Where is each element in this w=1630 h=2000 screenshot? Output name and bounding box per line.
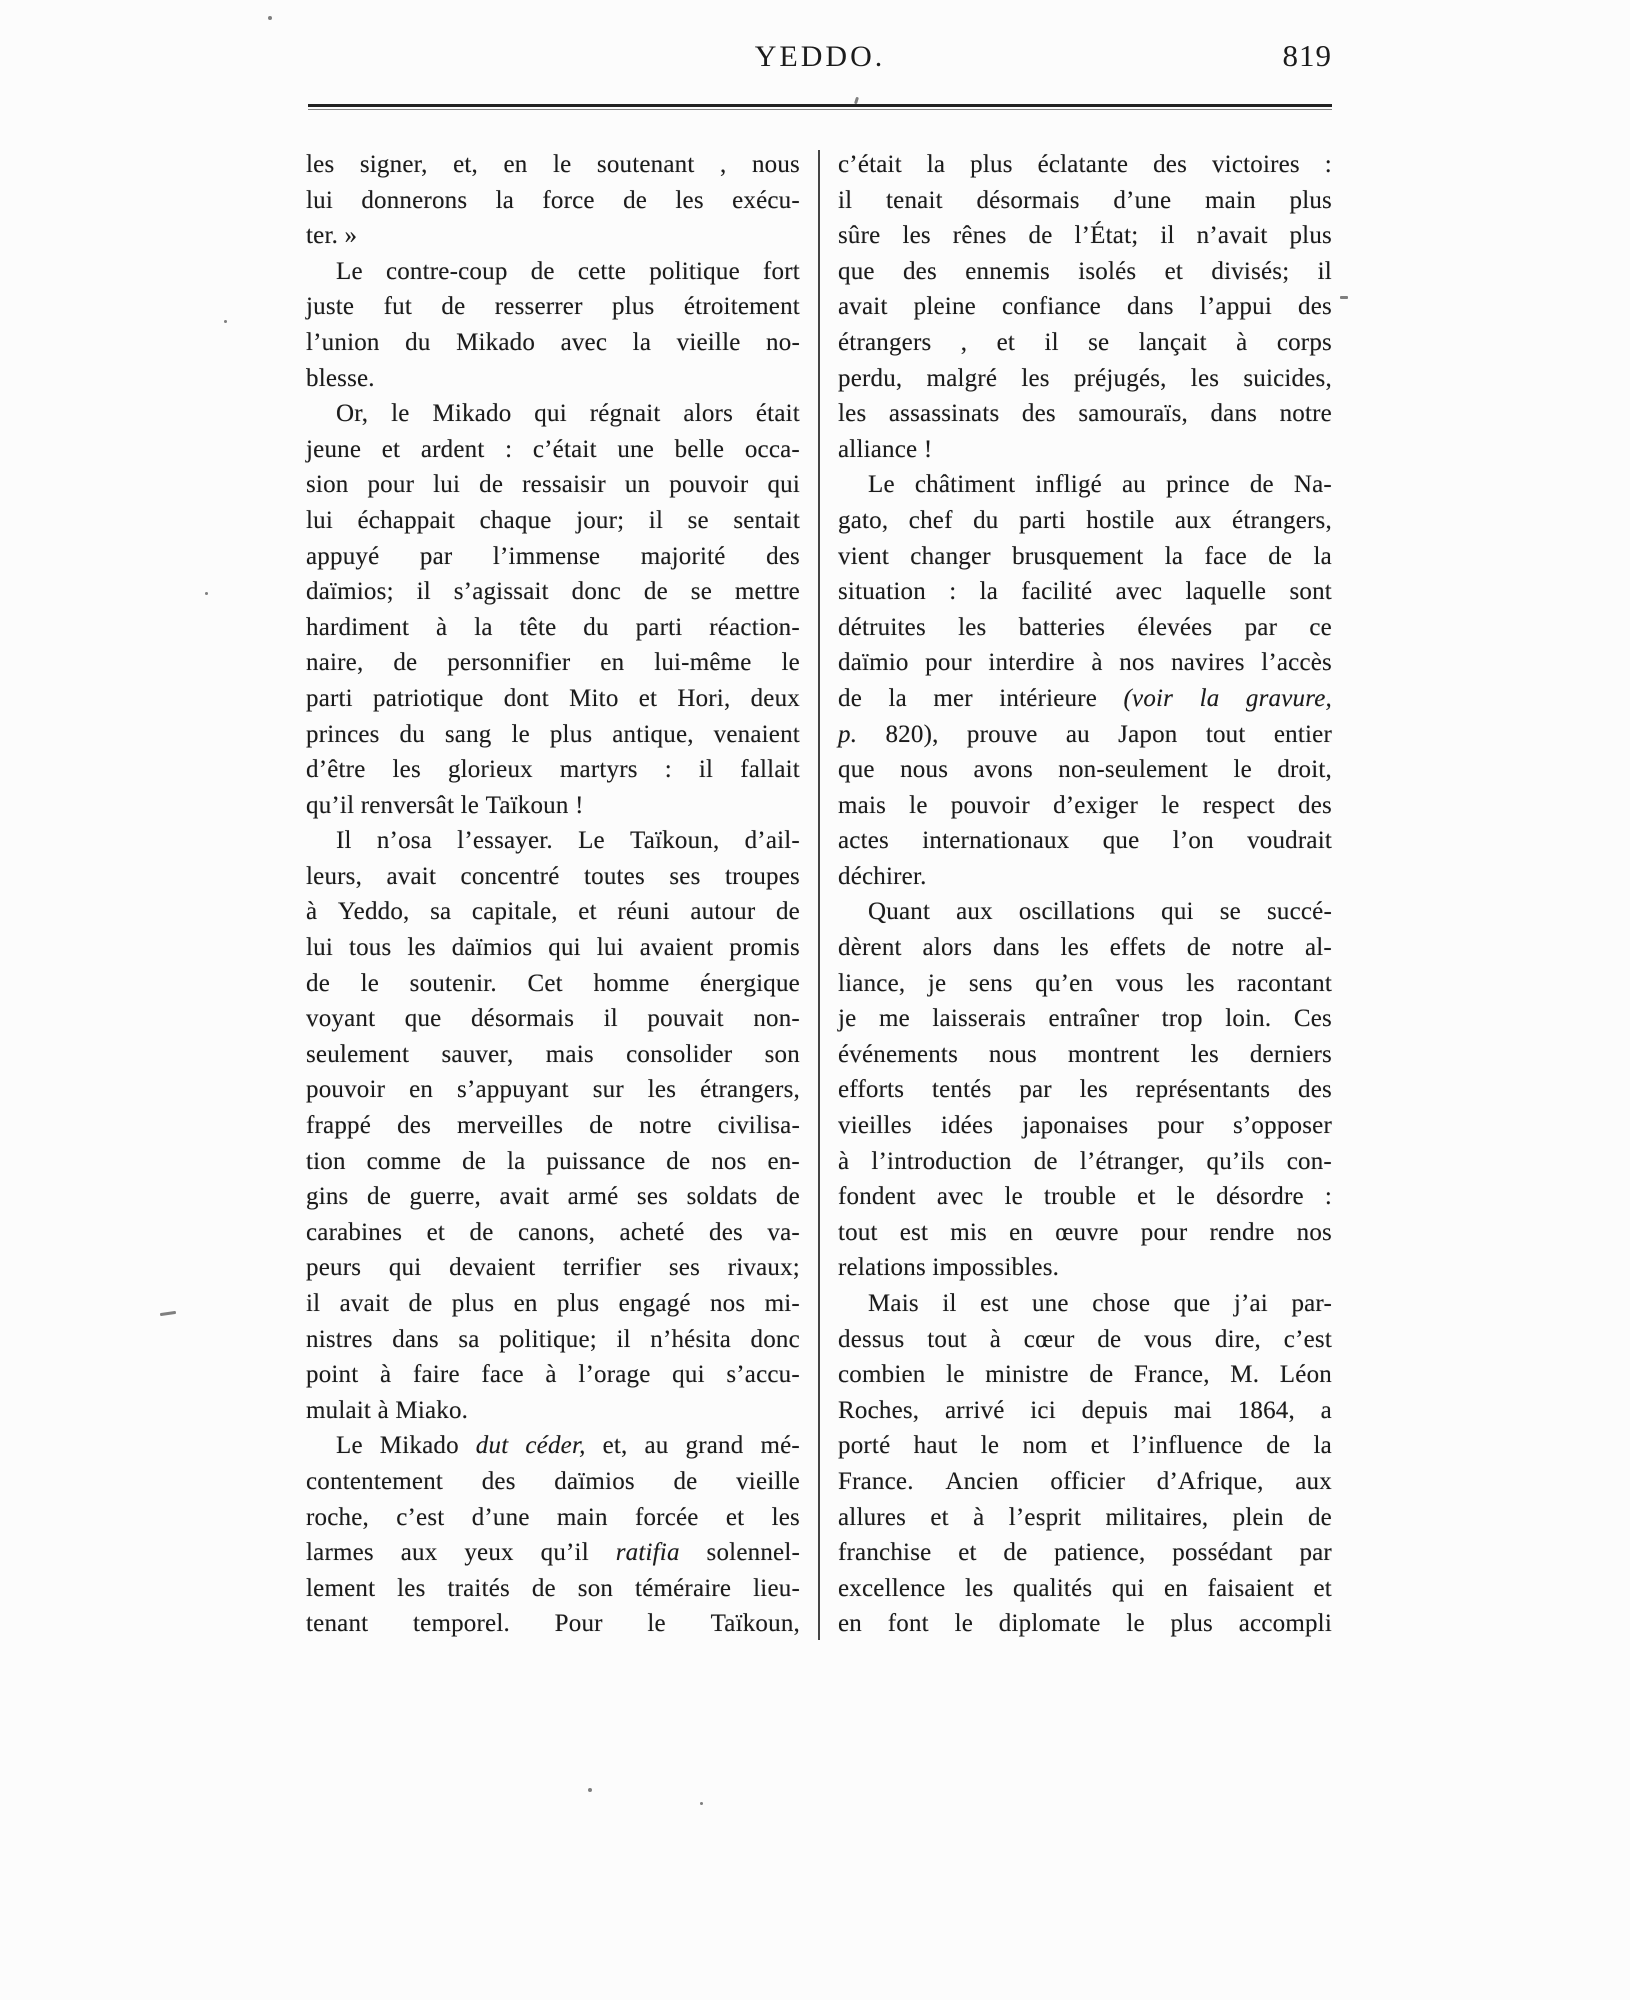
text-line: les assassinats des samouraïs, dans notre xyxy=(838,400,1332,428)
text-line: princes du sang le plus antique, venaient xyxy=(306,720,800,748)
text-line: vieilles idées japonaises pour s’opposer xyxy=(838,1112,1332,1140)
text-line: situation : la facilité avec laquelle sont xyxy=(838,578,1332,606)
page-number: 819 xyxy=(1282,38,1332,73)
text-line: parti patriotique dont Mito et Hori, deux xyxy=(306,684,800,712)
text-column-left xyxy=(306,147,800,1642)
text-line: ter. » xyxy=(306,222,358,250)
text-line: appuyé par l’immense majorité des xyxy=(306,542,800,570)
text-line: Roches, arrivé ici depuis mai 1864, a xyxy=(838,1396,1332,1424)
scan-speck xyxy=(160,1311,176,1316)
text-line: frappé des merveilles de notre civilisa- xyxy=(306,1112,800,1140)
text-line: sûre les rênes de l’État; il n’avait plus xyxy=(838,222,1332,250)
text-line: franchise et de patience, possédant par xyxy=(838,1539,1332,1567)
text-line: naire, de personnifier en lui-même le xyxy=(306,649,800,677)
text-line: l’union du Mikado avec la vieille no- xyxy=(306,328,800,356)
text-line: Le Mikado dut céder, et, au grand mé- xyxy=(336,1432,800,1460)
text-line: Il n’osa l’essayer. Le Taïkoun, d’ail- xyxy=(336,827,800,855)
text-line: lui tous les daïmios qui lui avaient promis xyxy=(306,934,800,962)
text-line: Mais il est une chose que j’ai par- xyxy=(868,1290,1332,1317)
text-line: leurs, avait concentré toutes ses troupes xyxy=(306,862,800,890)
text-line: larmes aux yeux qu’il ratifia solennel- xyxy=(306,1539,800,1567)
text-line: mais le pouvoir d’exiger le respect des xyxy=(838,791,1332,819)
text-line: gato, chef du parti hostile aux étrangers, xyxy=(838,506,1332,534)
scan-speck xyxy=(268,16,272,20)
text-line: d’être les glorieux martyrs : il fallait xyxy=(306,756,800,784)
text-line: allures et à l’esprit militaires, plein de xyxy=(838,1503,1332,1531)
text-column-right xyxy=(838,147,1332,1642)
text-line: avait pleine confiance dans l’appui des xyxy=(838,293,1332,321)
scan-speck xyxy=(205,592,208,595)
text-line: lui échappait chaque jour; il se sentait xyxy=(306,506,800,534)
text-line: étrangers , et il se lançait à corps xyxy=(838,328,1332,356)
text-line: Le contre-coup de cette politique fort xyxy=(336,257,800,285)
text-line: nistres dans sa politique; il n’hésita donc xyxy=(306,1325,800,1353)
text-line: France. Ancien officier d’Afrique, aux xyxy=(838,1467,1332,1495)
text-line: il avait de plus en plus engagé nos mi- xyxy=(306,1290,800,1317)
text-line: pouvoir en s’appuyant sur les étrangers, xyxy=(306,1076,800,1104)
text-line: à Yeddo, sa capitale, et réuni autour de xyxy=(306,898,800,926)
text-line: c’était la plus éclatante des victoires : xyxy=(838,151,1332,178)
text-line: je me laisserais entraîner trop loin. Ces xyxy=(838,1005,1332,1033)
text-line: hardiment à la tête du parti réaction- xyxy=(306,613,800,641)
scan-speck xyxy=(224,320,227,323)
text-line: sion pour lui de ressaisir un pouvoir qui xyxy=(306,471,800,499)
text-line: à l’introduction de l’étranger, qu’ils con- xyxy=(838,1147,1332,1175)
text-line: jeune et ardent : c’était une belle occa- xyxy=(306,435,800,463)
text-line: lement les traités de son téméraire lieu- xyxy=(306,1574,800,1602)
text-line: événements nous montrent les derniers xyxy=(838,1040,1332,1068)
text-line: vient changer brusquement la face de la xyxy=(838,542,1332,570)
text-line: excellence les qualités qui en faisaient et xyxy=(838,1574,1332,1602)
text-line: actes internationaux que l’on voudrait xyxy=(838,827,1332,855)
text-line: contentement des daïmios de vieille xyxy=(306,1467,800,1495)
text-line: mulait à Miako. xyxy=(306,1396,469,1424)
text-line: seulement sauver, mais consolider son xyxy=(306,1040,800,1068)
text-line: de le soutenir. Cet homme énergique xyxy=(306,969,800,997)
text-line: efforts tentés par les représentants des xyxy=(838,1076,1332,1104)
text-line: peurs qui devaient terrifier ses rivaux; xyxy=(306,1254,800,1282)
text-line: point à faire face à l’orage qui s’accu- xyxy=(306,1361,800,1389)
text-line: daïmio pour interdire à nos navires l’accès xyxy=(838,649,1332,677)
text-line: alliance ! xyxy=(838,435,933,463)
text-line: que des ennemis isolés et divisés; il xyxy=(838,257,1332,285)
text-line: Quant aux oscillations qui se succé- xyxy=(868,898,1332,926)
scan-speck xyxy=(1340,296,1348,299)
text-line: liance, je sens qu’en vous les racontant xyxy=(838,969,1332,997)
text-line: juste fut de resserrer plus étroitement xyxy=(306,293,800,321)
text-line: combien le ministre de France, M. Léon xyxy=(838,1361,1332,1389)
text-line: qu’il renversât le Taïkoun ! xyxy=(306,791,584,819)
scan-speck xyxy=(588,1788,592,1792)
scan-speck xyxy=(700,1802,703,1805)
running-title: YEDDO. xyxy=(754,40,886,73)
text-line: de la mer intérieure (voir la gravure, xyxy=(838,684,1332,712)
text-line: blesse. xyxy=(306,364,375,392)
text-line: p. 820), prouve au Japon tout entier xyxy=(838,720,1332,748)
text-line: porté haut le nom et l’influence de la xyxy=(838,1432,1332,1460)
text-line: carabines et de canons, acheté des va- xyxy=(306,1218,800,1246)
text-line: tout est mis en œuvre pour rendre nos xyxy=(838,1218,1332,1246)
header-rule xyxy=(308,104,1332,110)
text-line: relations impossibles. xyxy=(838,1254,1060,1282)
text-line: les signer, et, en le soutenant , nous xyxy=(306,151,800,178)
text-line: voyant que désormais il pouvait non- xyxy=(306,1005,800,1033)
text-line: dèrent alors dans les effets de notre al- xyxy=(838,934,1332,962)
text-line: daïmios; il s’agissait donc de se mettre xyxy=(306,578,800,606)
text-line: détruites les batteries élevées par ce xyxy=(838,613,1332,641)
text-line: Or, le Mikado qui régnait alors était xyxy=(336,400,800,428)
text-line: tenant temporel. Pour le Taïkoun, xyxy=(306,1610,800,1638)
text-line: lui donnerons la force de les exécu- xyxy=(306,186,800,214)
text-line: Le châtiment infligé au prince de Na- xyxy=(868,471,1332,499)
text-line: dessus tout à cœur de vous dire, c’est xyxy=(838,1325,1332,1353)
text-line: il tenait désormais d’une main plus xyxy=(838,186,1332,214)
text-line: en font le diplomate le plus accompli xyxy=(838,1610,1332,1638)
text-line: que nous avons non-seulement le droit, xyxy=(838,756,1332,784)
column-divider xyxy=(818,150,820,1640)
text-line: déchirer. xyxy=(838,862,927,890)
text-line: perdu, malgré les préjugés, les suicides, xyxy=(838,364,1332,392)
text-line: gins de guerre, avait armé ses soldats de xyxy=(306,1183,800,1211)
text-line: fondent avec le trouble et le désordre : xyxy=(838,1183,1332,1211)
text-line: tion comme de la puissance de nos en- xyxy=(306,1147,800,1175)
text-line: roche, c’est d’une main forcée et les xyxy=(306,1503,800,1531)
